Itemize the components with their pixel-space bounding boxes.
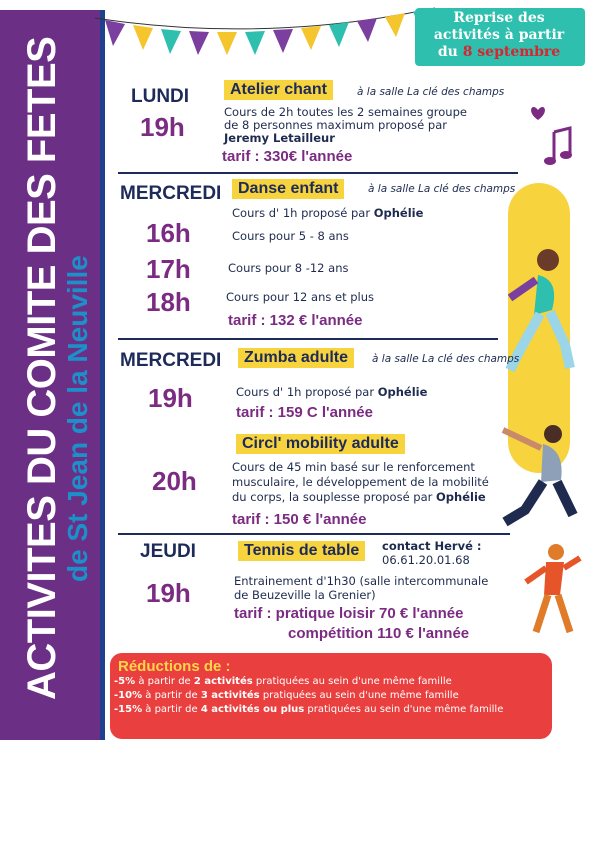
activity-zumba-adulte: Zumba adulte [238, 348, 354, 368]
jeudi-contact-phone: 06.61.20.01.68 [382, 553, 470, 567]
lundi-location: à la salle La clé des champs [357, 86, 505, 98]
mercredi2-tarif: tarif : 159 C l'année [236, 404, 373, 421]
jeudi-contact-label: contact Hervé : [382, 539, 482, 553]
activity-danse-enfant: Danse enfant [232, 179, 344, 199]
banner-line-2: activités à partir [433, 27, 565, 43]
circl-desc-3: du corps, la souplesse proposé par Ophélie [232, 490, 486, 504]
jeudi-hour: 19h [146, 578, 191, 608]
mercredi1-intro: Cours d' 1h proposé par Ophélie [232, 206, 424, 220]
jeudi-tarif-loisir: tarif : pratique loisir 70 € l'année [234, 605, 464, 622]
divider [118, 338, 498, 340]
reduction-line-3: -15% à partir de 4 activités ou plus pratiquées au sein d'une même famille [114, 704, 504, 715]
activity-circl-mobility: Circl' mobility adulte [236, 434, 405, 454]
mercredi1-tarif: tarif : 132 € l'année [228, 312, 363, 329]
mercredi1-course-1: Cours pour 5 - 8 ans [232, 229, 349, 243]
activity-atelier-chant: Atelier chant [224, 80, 333, 100]
mercredi2-hour-19: 19h [148, 383, 193, 413]
reduction-line-1: -5% à partir de 2 activités pratiquées au sein d'une même famille [114, 676, 452, 687]
jeudi-desc-2: de Beuzeville la Grenier) [234, 588, 376, 602]
divider [118, 172, 518, 174]
mercredi1-location: à la salle La clé des champs [368, 183, 516, 195]
day-mercredi-1: MERCREDI [120, 183, 222, 204]
circl-desc-2: musculaire, le développement de la mobilité [232, 475, 489, 489]
lundi-teacher: Jeremy Letailleur [224, 131, 335, 145]
music-note-icon [528, 100, 578, 175]
banner-line-3: du 8 septembre [437, 44, 561, 60]
jeudi-desc-1: Entrainement d'1h30 (salle intercommunale [234, 574, 489, 588]
mercredi2-intro: Cours d' 1h proposé par Ophélie [236, 385, 428, 399]
day-mercredi-2: MERCREDI [120, 350, 222, 371]
mercredi1-course-3: Cours pour 12 ans et plus [226, 290, 375, 304]
mercredi1-hour-17: 17h [146, 254, 191, 284]
mercredi2-location: à la salle La clé des champs [372, 353, 520, 365]
page-title: ACTIVITES DU COMITE DES FETES [20, 36, 64, 700]
mercredi1-hour-18: 18h [146, 287, 191, 317]
lundi-hour: 19h [140, 112, 185, 142]
lundi-tarif: tarif : 330€ l'année [222, 148, 353, 165]
circl-tarif: tarif : 150 € l'année [232, 511, 367, 528]
stretching-woman-icon [495, 420, 585, 530]
banner-line-1: Reprise des [453, 10, 545, 26]
reductions-title: Réductions de : [118, 658, 231, 675]
page-subtitle: de St Jean de la Neuville [62, 255, 93, 582]
bunting-decoration [95, 0, 435, 60]
lundi-desc-1: Cours de 2h toutes les 2 semaines groupe [224, 105, 467, 119]
mercredi1-course-2: Cours pour 8 -12 ans [228, 261, 349, 275]
day-lundi: LUNDI [131, 86, 190, 107]
activity-tennis-de-table: Tennis de table [238, 541, 365, 561]
circl-desc-1: Cours de 45 min basé sur le renforcement [232, 460, 475, 474]
lundi-desc-2: de 8 personnes maximum proposé par [224, 118, 447, 132]
table-tennis-player-icon [520, 540, 585, 640]
jeudi-tarif-competition: compétition 110 € l'année [288, 625, 470, 642]
day-jeudi: JEUDI [140, 541, 196, 562]
mercredi1-hour-16: 16h [146, 218, 191, 248]
mercredi2-hour-20: 20h [152, 466, 197, 496]
reduction-line-2: -10% à partir de 3 activités pratiquées au sein d'une même famille [114, 690, 459, 701]
divider [118, 533, 510, 535]
title-band-edge [100, 10, 105, 740]
